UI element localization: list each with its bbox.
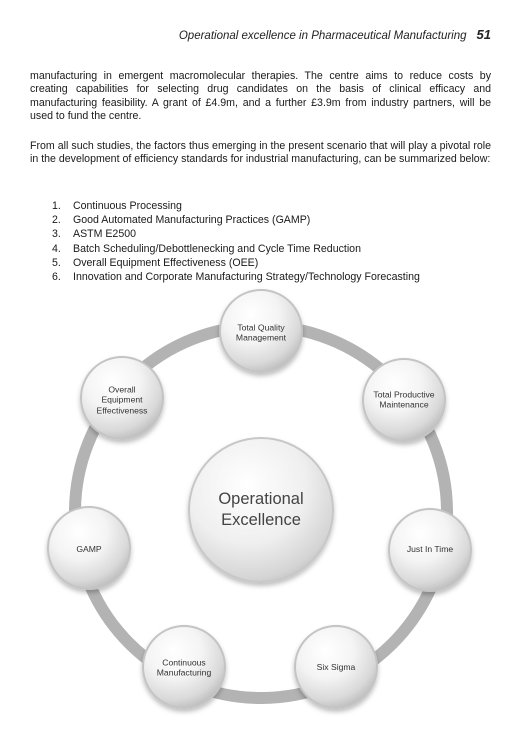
list-item (52, 199, 420, 213)
list-item (52, 256, 420, 270)
factor-list (52, 199, 420, 284)
list-item-text: Good Automated Manufacturing Practices (GAMP) (73, 214, 311, 227)
node-label-total-productive-maintenance: Total Productive Maintenance (373, 389, 435, 410)
node-label-six-sigma: Six Sigma (316, 661, 356, 672)
running-title: Operational excellence in Pharmaceutical Manufacturing (178, 30, 467, 42)
list-item (52, 242, 420, 256)
node-label-just-in-time: Just In Time (406, 543, 454, 554)
body-paragraph-2: From all such studies, the factors thus emerging in the present scenario that will play a pivotal role in the development of efficiency standards for industrial manufacturing, can be summarized below: (30, 140, 491, 166)
page-number: 51 (476, 27, 491, 42)
center-label: Operational Excellence (218, 490, 304, 529)
list-item-number: 1. (52, 200, 61, 212)
list-item (52, 213, 420, 227)
list-item-text: Overall Equipment Effectiveness (OEE) (73, 256, 259, 269)
node-label-total-quality-management: Total Quality Management (235, 322, 287, 343)
list-item-text: Continuous Processing (73, 200, 182, 212)
node-label-gamp: GAMP (76, 543, 102, 554)
list-item-text: Innovation and Corporate Manufacturing Strategy/Technology Forecasting (73, 271, 420, 284)
node-label-overall-equipment-effectiveness: Overall Equipment Effectiveness (96, 384, 148, 416)
list-item (52, 227, 420, 241)
list-item-number: 6. (52, 271, 61, 284)
running-head (0, 27, 491, 42)
list-item-number: 4. (52, 242, 61, 255)
body-paragraph-1: manufacturing in emergent macromolecular therapies. The centre aims to reduce costs by creating capabilities for selecting drug candidates on the basis of clinical efficacy and manufacturing feasibility. A grant of £4.9m, and a further £3.9m from industry partners, will be used to fund the centre. (30, 70, 491, 123)
list-item-number: 5. (52, 256, 61, 269)
list-item-number: 3. (52, 228, 61, 241)
node-label-continuous-manufacturing: Continuous Manufacturing (156, 657, 212, 678)
list-item-text: ASTM E2500 (73, 228, 137, 241)
list-item-number: 2. (52, 214, 61, 227)
list-item-text: Batch Scheduling/Debottlenecking and Cycle Time Reduction (73, 242, 361, 255)
